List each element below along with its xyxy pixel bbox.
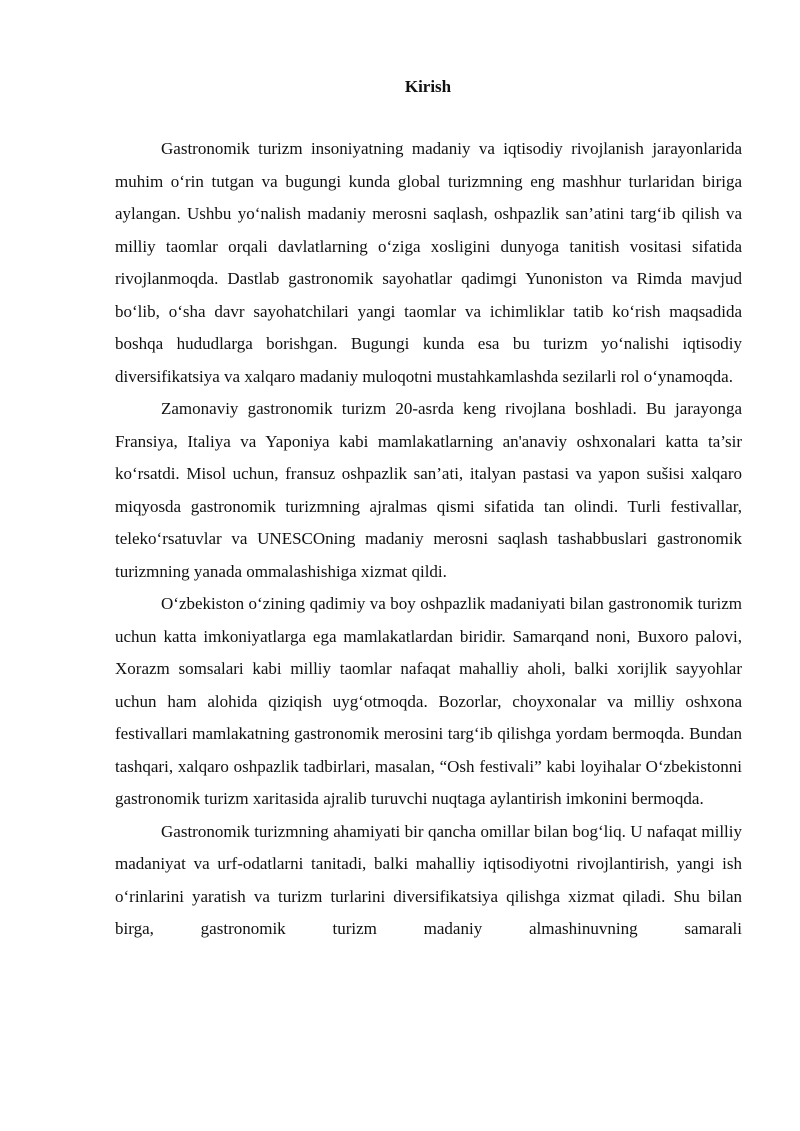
paragraph-3: O‘zbekiston o‘zining qadimiy va boy oshpazlik madaniyati bilan gastronomik turizm uchun katta imkoniyatlarga ega mamlakatlardan biridir. Samarqand noni, Buxoro palovi, Xorazm somsalari kabi milliy taomlar nafaqat mahalliy aholi, balki xorijlik sayyohlar uchun ham alohida qiziqish uyg‘otmoqda. Bozorlar, choyxonalar va milliy oshxona festivallari mamlakatning gastronomik merosini targ‘ib qilishga yordam bermoqda. Bundan tashqari, xalqaro oshpazlik tadbirlari, masalan, “Osh festivali” kabi loyihalar O‘zbekistonni gastronomik turizm xaritasida ajralib turuvchi nuqtaga aylantirish imkonini bermoqda. (115, 594, 742, 808)
paragraph-1: Gastronomik turizm insoniyatning madaniy va iqtisodiy rivojlanish jarayonlarida muhim o‘rin tutgan va bugungi kunda global turizmning eng mashhur turlaridan biriga aylangan. Ushbu yo‘nalish madaniy merosni saqlash, oshpazlik san’atini targ‘ib qilish va milliy taomlar orqali davlatlarning o‘ziga xosligini dunyoga tanitish vositasi sifatida rivojlanmoqda. Dastlab gastronomik sayohatlar qadimgi Yunoniston va Rimda mavjud bo‘lib, o‘sha davr sayohatchilari yangi taomlar va ichimliklar tatib ko‘rish maqsadida boshqa hududlarga borishgan. Bugungi kunda esa bu turizm yo‘nalishi iqtisodiy diversifikatsiya va xalqaro madaniy muloqotni mustahkamlashda sezilarli rol o‘ynamoqda. (115, 139, 742, 386)
page-title: Kirish (404, 77, 452, 96)
paragraph-4: Gastronomik turizmning ahamiyati bir qancha omillar bilan bog‘liq. U nafaqat milliy madaniyat va urf-odatlarni tanitadi, balki mahalliy iqtisodiyotni rivojlantirish, yangi ish o‘rinlarini yaratish va turizm turlarini diversifikatsiya qilishga xizmat qiladi. Shu bilan birga, gastronomik turizm madaniy almashinuvning samarali (115, 821, 742, 938)
paragraph-2: Zamonaviy gastronomik turizm 20-asrda keng rivojlana boshladi. Bu jarayonga Fransiya, Italiya va Yaponiya kabi mamlakatlarning an'anaviy oshxonalari katta ta’sir ko‘rsatdi. Misol uchun, fransuz oshpazlik san’ati, italyan pastasi va yapon sušisi xalqaro miqyosda gastronomik turizmning ajralmas qismi sifatida tan olindi. Turli festivallar, teleko‘rsatuvlar va UNESCOning madaniy merosni saqlash tashabbuslari gastronomik turizmning yanada ommalashishiga xizmat qildi. (115, 399, 742, 581)
document-body (115, 133, 742, 946)
